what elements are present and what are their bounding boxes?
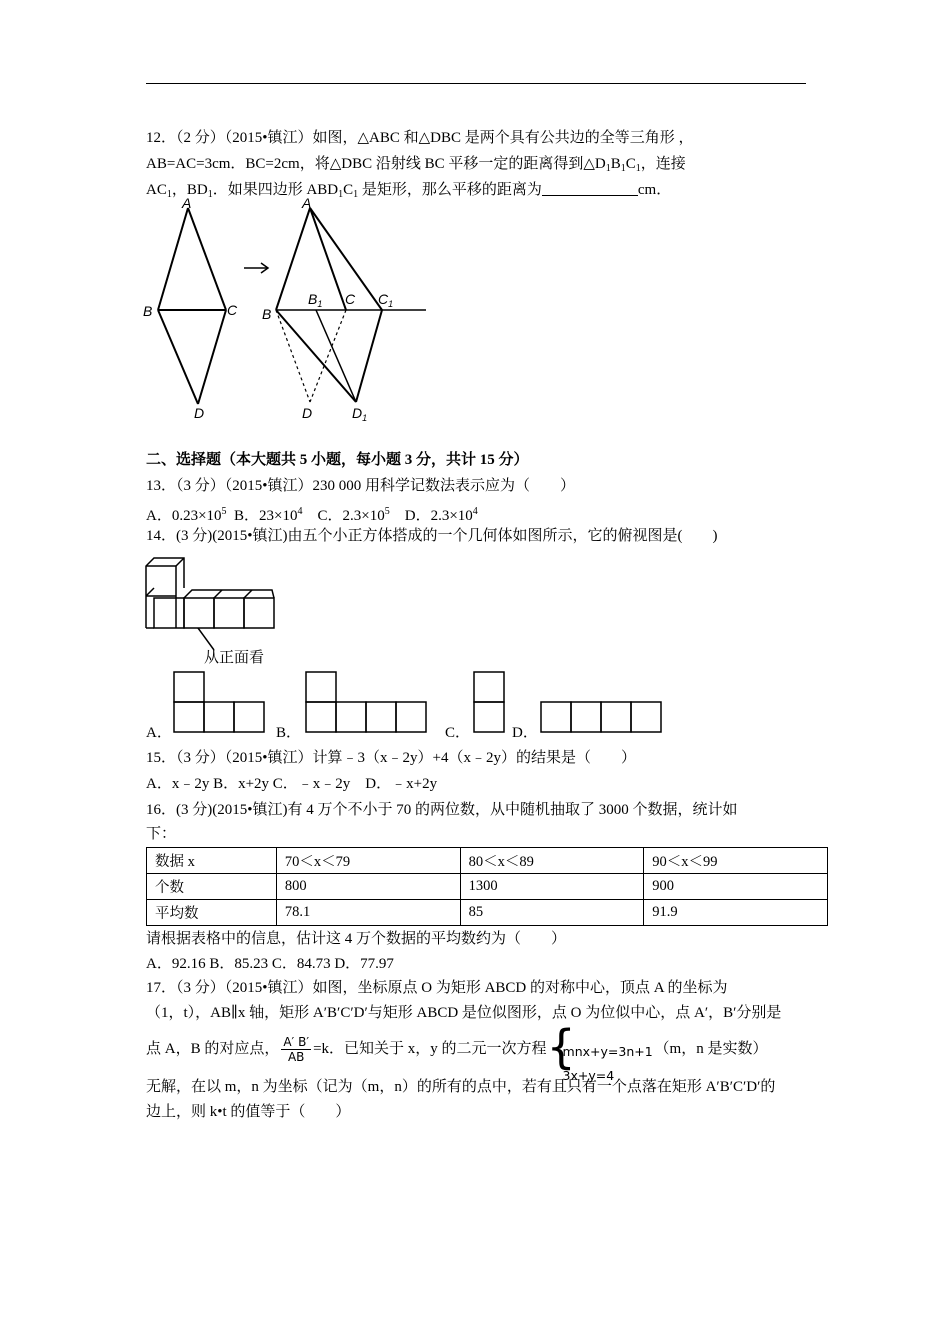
q13-options	[146, 502, 478, 526]
view-caption: 从正面看	[204, 648, 265, 666]
q17-line3-c: （m，n 是实数）	[654, 1041, 768, 1057]
table-cell: 个数	[147, 874, 277, 900]
q12-line2-d: ，连接	[640, 156, 686, 172]
q16-options[interactable]: A．92.16 B．85.23 C．84.73 D．77.97	[146, 956, 394, 972]
label-a-right: A	[302, 196, 312, 211]
q13-option-d[interactable]: D．$2.3\times 10^4$	[404, 506, 478, 524]
q14-label-c[interactable]: C．	[445, 725, 471, 741]
table-cell: 数据 x	[147, 848, 277, 874]
q16-stem-1: 16．(3 分)(2015•镇江)有 4 万个不小于 70 的两位数，从中随机抽取了 3000 个数据，统计如	[146, 802, 738, 818]
label-d-right: D	[302, 405, 313, 421]
label-d1-right: $D_1$	[352, 405, 368, 423]
option-d-figure[interactable]	[539, 700, 665, 736]
q12-line2-sub1: 1	[605, 163, 611, 174]
data-table	[146, 847, 828, 926]
q12-line3-sub4: 1	[353, 189, 359, 200]
fraction-numerator: A′ B′	[283, 1035, 310, 1050]
table-cell: 平均数	[147, 900, 277, 926]
q16-stem-2: 下：	[146, 826, 177, 842]
q17-line3	[146, 1019, 768, 1083]
label-c1-right: $C_1$	[378, 291, 394, 309]
q12-line2-sub3: 1	[635, 163, 641, 174]
table-cell: 70＜x＜79	[276, 848, 460, 874]
label-b-right: B	[262, 306, 272, 322]
q14-label-d[interactable]: D．	[512, 725, 538, 741]
label-d-left: D	[194, 405, 205, 421]
table-row	[147, 874, 828, 900]
table-cell: 85	[460, 900, 644, 926]
q12-line3-sub1: 1	[166, 189, 172, 200]
label-c-right: C	[345, 291, 356, 307]
table-cell: 800	[276, 874, 460, 900]
table-cell: 91.9	[644, 900, 828, 926]
rhombus-abcd	[158, 208, 226, 404]
q12-line3-d: C	[343, 182, 354, 198]
q17-line4: 无解，在以 m，n 为坐标（记为（m，n）的所有的点中，若有且只有一个点落在矩形 A′B′C′D′的	[146, 1079, 776, 1095]
q17-line2: （1，t），AB∥x 轴，矩形 A′B′C′D′与矩形 ABCD 是位似图形，点 O 为位似中心，点 A′，B′分别是	[146, 1005, 782, 1021]
equation-1: mnx+y=3n+1	[562, 1043, 653, 1059]
table-row	[147, 900, 828, 926]
q12-line3-a: AC	[146, 182, 167, 198]
q15-options[interactable]: A．x﹣2y B．x+2y C．﹣x﹣2y D．﹣x+2y	[146, 776, 438, 792]
table-cell: 90＜x＜99	[644, 848, 828, 874]
table-cell: 78.1	[276, 900, 460, 926]
q14-stem: 14．(3 分)(2015•镇江)由五个小正方体搭成的一个几何体如图所示，它的俯视图是( )	[146, 528, 718, 544]
label-b1-right: $B_1$	[308, 291, 323, 309]
option-b-figure[interactable]	[304, 670, 430, 736]
q13-option-c[interactable]: C．$2.3\times 10^5$	[317, 506, 390, 524]
q12-line3-c: ．如果四边形 ABD	[212, 182, 339, 198]
label-b-left: B	[143, 303, 153, 319]
option-a-figure[interactable]	[172, 670, 268, 736]
equation-system	[546, 1019, 655, 1083]
q16-after: 请根据表格中的信息，估计这 4 万个数据的平均数约为（ ）	[146, 931, 567, 947]
q13-option-a[interactable]: A．$0.23\times 10^5$	[146, 506, 227, 524]
q12-line3-sub2: 1	[207, 189, 213, 200]
header-rule	[146, 83, 806, 84]
q17-line3-b: =k．已知关于 x，y 的二元一次方程	[313, 1041, 547, 1057]
q12-figure	[138, 196, 438, 428]
q12-line1: 12．（2 分）（2015•镇江）如图，△ABC 和△DBC 是两个具有公共边的全等三角形 ，	[146, 130, 694, 146]
q14-label-b[interactable]: B．	[276, 725, 302, 741]
q12-line2-b: B	[610, 156, 621, 172]
q12-line2-c: C	[625, 156, 636, 172]
section-title: 二、选择题（本大题共 5 小题，每小题 3 分，共计 15 分）	[146, 452, 529, 468]
q12-line3-b: ，BD	[171, 182, 208, 198]
equation-2: 3x+y=4	[562, 1067, 615, 1083]
q17-line3-a: 点 A，B 的对应点，	[146, 1041, 280, 1057]
q12-line2-a: AB=AC=3cm．BC=2cm，将△DBC 沿射线 BC 平移一定的距离得到△D	[146, 156, 606, 172]
ratio-fraction	[281, 1035, 311, 1064]
q17-line5: 边上，则 k•t 的值等于（ ）	[146, 1104, 351, 1120]
label-a-left: A	[182, 196, 192, 211]
label-c-left: C	[227, 302, 238, 318]
q12-line3-e: 是矩形，那么平移的距离为	[358, 182, 542, 198]
option-c-figure[interactable]	[472, 670, 508, 736]
q13-option-b[interactable]: B．$23\times 10^4$	[234, 506, 303, 524]
arrow-icon	[244, 263, 268, 273]
q12-line2	[146, 154, 686, 179]
brace-icon: {	[546, 1019, 576, 1074]
q14-label-a[interactable]: A．	[146, 725, 172, 741]
answer-blank[interactable]	[542, 181, 638, 196]
table-cell: 1300	[460, 874, 644, 900]
q12-line3-f: cm．	[637, 182, 672, 198]
q13-stem: 13．（3 分）（2015•镇江）230 000 用科学记数法表示应为（ ）	[146, 478, 576, 494]
table-cell: 80＜x＜89	[460, 848, 644, 874]
q12-line2-sub2: 1	[620, 163, 626, 174]
q17-line1: 17．（3 分）（2015•镇江）如图，坐标原点 O 为矩形 ABCD 的对称中心，顶点 A 的坐标为	[146, 980, 728, 996]
q15-stem: 15．（3 分）（2015•镇江）计算﹣3（x﹣2y）+4（x﹣2y）的结果是（ ）	[146, 750, 636, 766]
table-cell: 900	[644, 874, 828, 900]
q12-line3-sub3: 1	[338, 189, 344, 200]
table-row	[147, 848, 828, 874]
fraction-denominator: AB	[287, 1050, 305, 1065]
